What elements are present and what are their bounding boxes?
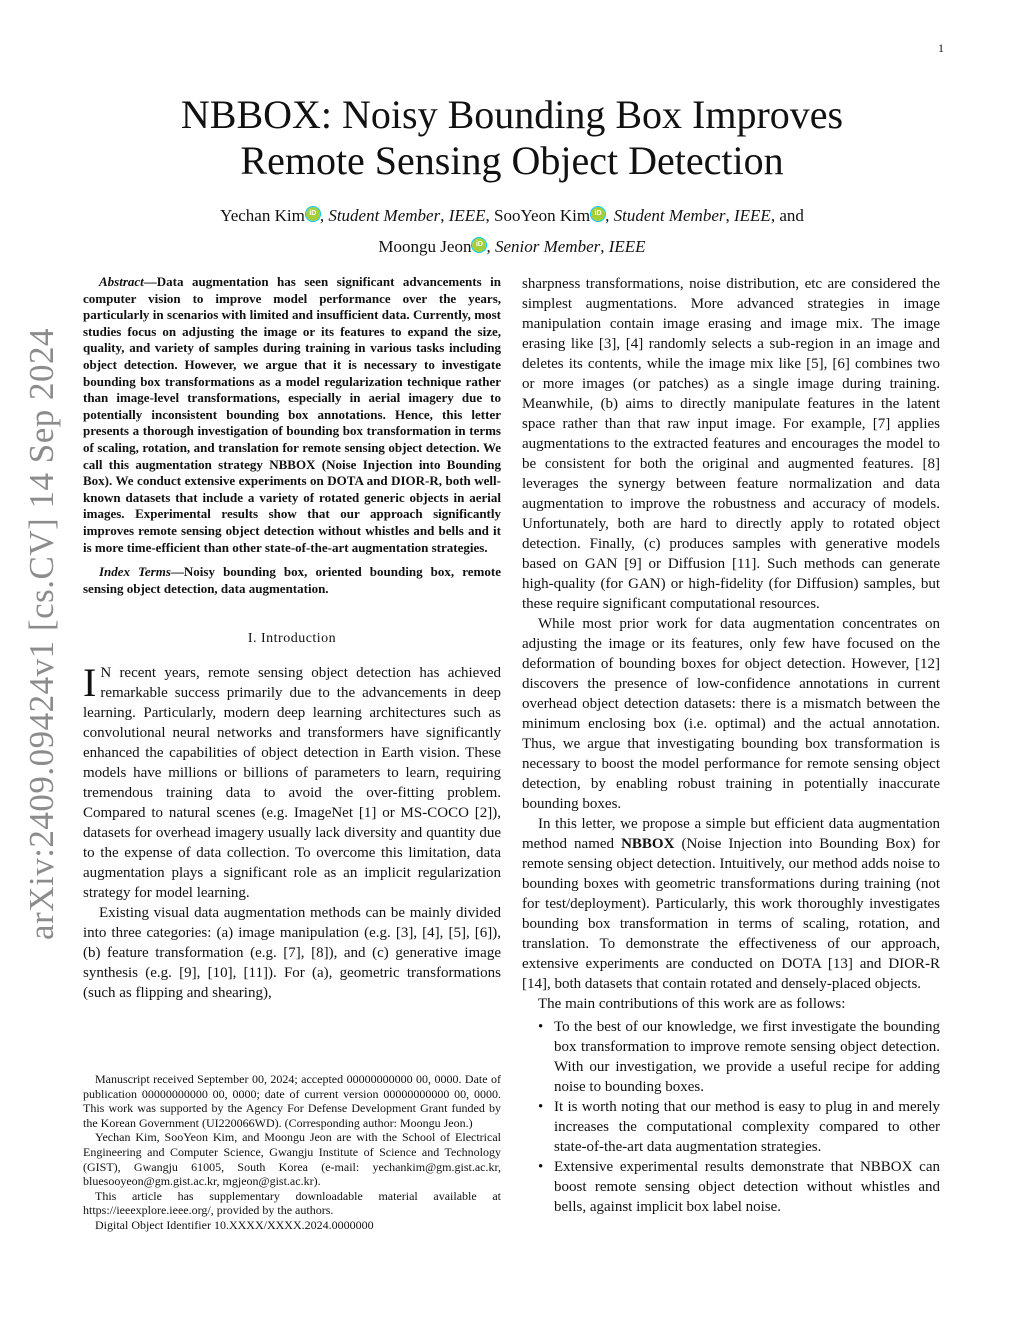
footnote-doi: Digital Object Identifier 10.XXXX/XXXX.2024.0000000: [95, 1217, 374, 1232]
intro-paragraph-2: Existing visual data augmentation methods can be mainly divided into three categories: (a) image manipulation (e.g. [3], [4], [5], [6]), (b) feature transformation (e.g. [7], [8]), and (c) generative image synthesis (e.g. [9], [10], [11]). For (a), geometric transformations (such as flipping and shearing),: [83, 905, 501, 1002]
right-paragraph-4: The main contributions of this work are as follows:: [538, 996, 846, 1012]
title-line-2: Remote Sensing Object Detection: [240, 138, 784, 183]
abstract: Abstract—Data augmentation has seen significant advancements in computer vision to improve model performance over the years, particularly in scenarios with limited and insufficient data. Currently, most studies focus on adjusting the image or its features to expand the size, quality, and variety of samples during training in various tasks including object detection. However, we argue that it is necessary to investigate bounding box transformations as a model regularization technique rather than image-level transformations, especially in aerial imagery due to potentially inconsistent bounding box annotations. Hence, this letter presents a thorough investigation of bounding box transformation in terms of scaling, rotation, and translation for remote sensing object detection. We call this augmentation strategy NBBOX (Noise Injection into Bounding Box). We conduct extensive experiments on DOTA and DIOR-R, both well-known datasets that include a variety of rotated generic objects in aerial images. Experimental results show that our approach significantly improves remote sensing object detection without whistles and bells and it is more time-efficient than other state-of-the-art augmentation strategies.: [83, 274, 501, 555]
author-role: Student Member: [328, 206, 441, 225]
arxiv-identifier-sidebar: arXiv:2409.09424v1 [cs.CV] 14 Sep 2024: [22, 327, 61, 940]
title-line-1: NBBOX: Noisy Bounding Box Improves: [180, 92, 844, 137]
list-item: • Extensive experimental results demonstrate that NBBOX can boost remote sensing object detection without whistles and bells, against implicit box label noise.: [522, 1157, 940, 1217]
right-paragraph-3-pre: In this letter, we propose a simple but efficient data augmentation method named: [522, 816, 940, 852]
orcid-icon[interactable]: iD: [591, 207, 605, 221]
list-item: • It is worth noting that our method is easy to plug in and merely increases the computational complexity compared to other state-of-the-art data augmentation strategies.: [522, 1097, 940, 1157]
intro-paragraph-1-text: N recent years, remote sensing object detection has achieved remarkable success primarily due to the advancements in deep learning. Particularly, modern deep learning architectures such as convolutional neural networks and transformers have significantly enhanced the capabilities of object detection in Earth vision. These models have millions or billions of parameters to learn, requiring tremendous training data to avoid the over-fitting problem. Compared to natural scenes (e.g. ImageNet [1] or MS-COCO [2]), datasets for overhead imagery usually lack diversity and quantity due to the expense of data collection. To overcome this limitation, data augmentation plays a significant role as an implicit regularization strategy for model learning.: [83, 665, 501, 902]
right-paragraph-3-post: (Noise Injection into Bounding Box) for remote sensing object detection. Intuitively, our method adds noise to bounding boxes with geometric transformations during training (not for test/deployment). Particularly, this work thoroughly investigates bounding box transformation in terms of scaling, rotation, and translation. To demonstrate the effectiveness of our approach, extensive experiments are conducted on DOTA [13] and DIOR-R [14], both datasets that contain rotated and densely-placed objects.: [522, 836, 940, 992]
footnote-manuscript: Manuscript received September 00, 2024; accepted 00000000000 00, 0000. Date of publication 00000000000 00, 0000; date of current version 00000000000 00, 0000. This work was supported by the Agency For Defense Development Grant funded by the Korean Government (UI220066WD). (Corresponding author: Moongu Jeon.): [83, 1072, 501, 1130]
orcid-icon[interactable]: iD: [472, 238, 486, 252]
page-number: 1: [938, 41, 944, 55]
right-paragraph-3: [522, 814, 940, 994]
dropcap: I: [83, 660, 97, 706]
right-paragraph-1: sharpness transformations, noise distribution, etc are considered the simplest augmentations. More advanced strategies in image manipulation contain image erasing and image mix. The image erasing like [3], [4] randomly selects a sub-region in an image and deletes its contents, while the image mix like [5], [6] combines two or more images (or patches) as a single image during training. Meanwhile, (b) aims to directly manipulate features in the latent space rather than that raw input image. For example, [7] applies augmentations to the extracted features and encourages the model to be consistent for both the original and augmented features. [8] leverages the synergy between feature normalization and data augmentation to improve the robustness and accuracy of models. Unfortunately, both are hard to directly apply to rotated object detection. Finally, (c) produces samples with generative models based on GAN [9] or Diffusion [11]. Such methods can generate high-quality (for GAN) or high-fidelity (for Diffusion) samples, but these require significant computational resources.: [522, 276, 940, 612]
author-line-1: Yechan Kim iD , Student Member, IEEE, SooYeon Kim iD , Student Member, IEEE, and: [220, 206, 804, 225]
author-name: SooYeon Kim: [494, 206, 591, 225]
author-name: Yechan Kim: [220, 206, 305, 225]
footnote-supplementary: This article has supplementary downloadable material available at https://ieeexplore.ieee.org/, provided by the authors.: [83, 1188, 501, 1218]
author-society: IEEE: [733, 206, 771, 225]
right-paragraph-2: While most prior work for data augmentation concentrates on adjusting the image or its features, only few have focused on the deformation of bounding boxes for object detection. However, [12] discovers the presence of low-confidence annotations in current overhead object detection datasets: there is a mismatch between the minimum enclosing box (i.e. optimal) and the actual annotation. Thus, we argue that investigating bounding box transformation is necessary to boost the model performance for remote sensing object detection, by enabling robust training in potentially inaccurate bounding boxes.: [522, 616, 940, 812]
author-society: IEEE: [608, 237, 646, 256]
abstract-lead: Abstract: [99, 274, 144, 289]
paper-title: [0, 92, 1024, 184]
abstract-text: Data augmentation has seen significant advancements in computer vision to improve model performance over the years, particularly in scenarios with limited and insufficient data. Currently, most studies focus on adjusting the image or its features to expand the size, quality, and variety of samples during training in various tasks including object detection. However, we argue that it is necessary to investigate bounding box transformations as a model regularization technique rather than image-level transformations, especially in aerial imagery due to potentially inconsistent bounding box annotations. Hence, this letter presents a thorough investigation of bounding box transformation in terms of scaling, rotation, and translation for remote sensing object detection. We call this augmentation strategy NBBOX (Noise Injection into Bounding Box). We conduct extensive experiments on DOTA and DIOR-R, both well-known datasets that include a variety of rotated generic objects in aerial images. Experimental results show that our approach significantly improves remote sensing object detection without whistles and bells and it is more time-efficient than other state-of-the-art augmentation strategies.: [83, 274, 501, 555]
method-name: NBBOX: [621, 836, 675, 852]
footnotes: [83, 1072, 501, 1233]
author-list: [0, 200, 1024, 262]
footnote-affiliation: Yechan Kim, SooYeon Kim, and Moongu Jeon are with the School of Electrical Engineering and Computer Science, Gwangju Institute of Science and Technology (GIST), Gwangju 61005, South Korea (e-mail: yechankim@gm.gist.ac.kr, bluesooyeon@gm.gist.ac.kr, mgjeon@gist.ac.kr).: [83, 1130, 501, 1189]
author-line-2: Moongu Jeon iD , Senior Member, IEEE: [378, 237, 646, 256]
index-terms-lead: Index Terms: [99, 564, 171, 580]
index-terms: Index Terms—Noisy bounding box, oriented bounding box, remote sensing object detection, data augmentation.: [83, 564, 501, 596]
right-column: [522, 274, 940, 1217]
contributions-list: [522, 1017, 940, 1217]
orcid-icon[interactable]: iD: [306, 207, 320, 221]
section-heading: I. Introduction: [247, 631, 337, 647]
author-role: Senior Member: [494, 237, 601, 256]
author-society: IEEE: [448, 206, 486, 225]
list-item: • To the best of our knowledge, we first investigate the bounding box transformation to improve remote sensing object detection. With our investigation, we provide a useful recipe for adding noise to bounding boxes.: [522, 1017, 940, 1097]
author-name: Moongu Jeon: [378, 237, 472, 256]
intro-paragraph-1: [83, 660, 501, 903]
index-terms-text: Noisy bounding box, oriented bounding box, remote sensing object detection, data augmentation.: [83, 564, 501, 596]
left-column: [83, 274, 501, 1003]
author-role: Student Member: [613, 206, 726, 225]
